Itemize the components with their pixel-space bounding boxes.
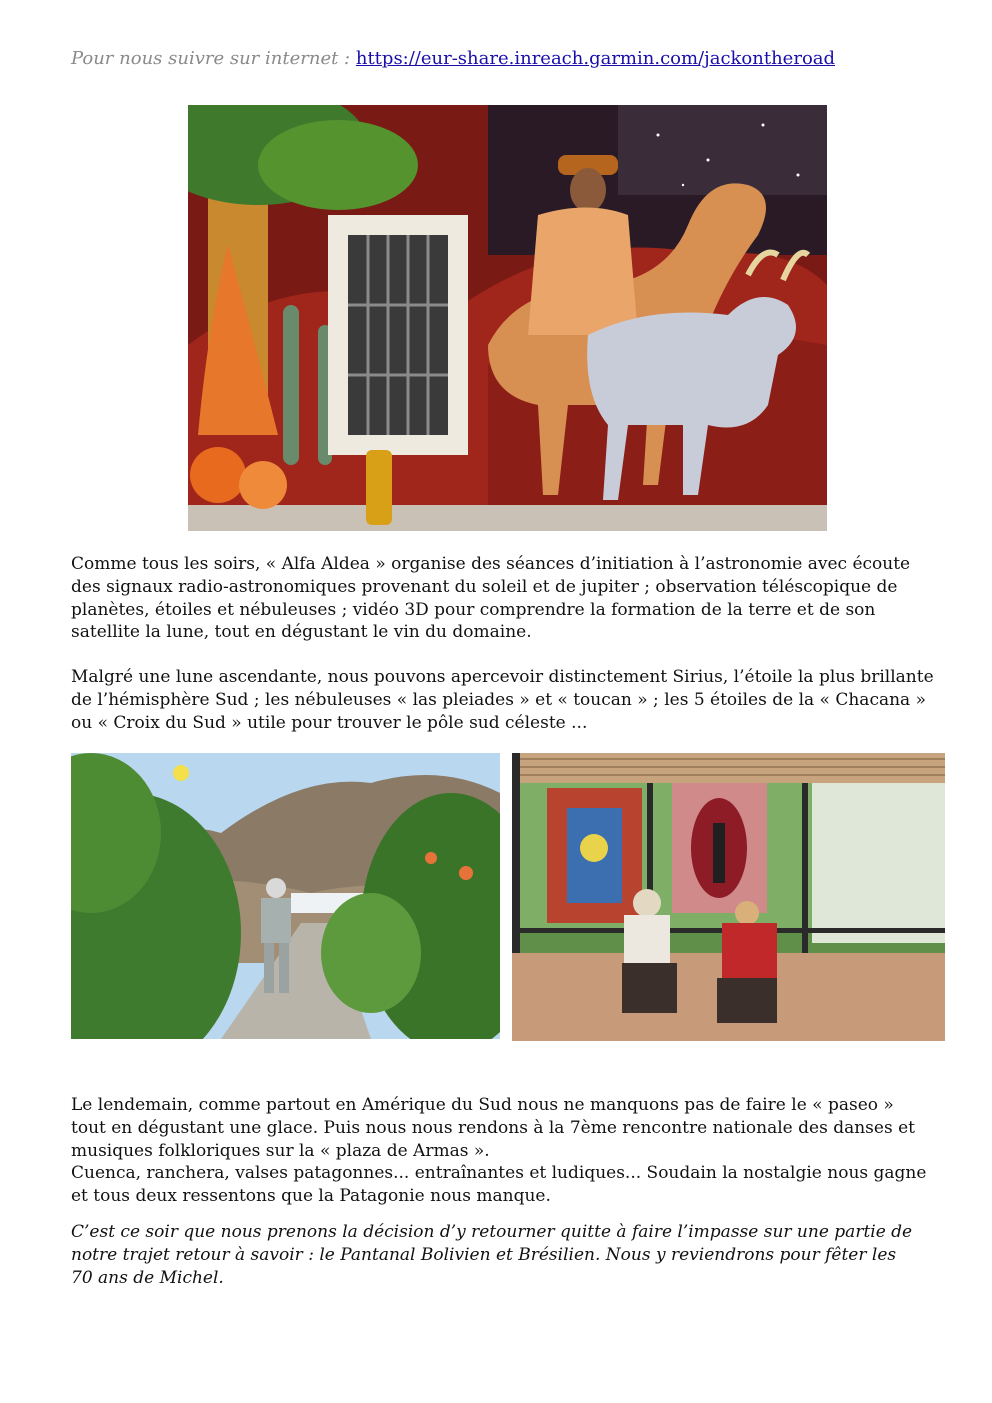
follow-line <box>71 47 835 71</box>
paragraph-line: Malgré une lune ascendante, nous pouvons apercevoir distinctement Sirius, l’étoile la plus brillante <box>71 667 934 687</box>
paragraph-line: C’est ce soir que nous prenons la décision d’y retourner quitte à faire l’impasse sur une partie de <box>71 1222 913 1242</box>
paragraph-line: planètes, étoiles et nébuleuses ; vidéo 3D pour comprendre la formation de la terre et de son <box>71 599 876 620</box>
follow-lead-text: Pour nous suivre sur internet : <box>71 48 351 69</box>
paragraph-line: notre trajet retour à savoir : le Pantanal Bolivien et Brésilien. Nous y reviendrons pour fêter les <box>71 1244 897 1265</box>
mural-photo <box>188 105 827 531</box>
paragraph-line: musiques folkloriques sur la « plaza de Armas ». <box>71 1140 490 1161</box>
paragraph-line: de l’hémisphère Sud ; les nébuleuses « las pleiades » et « toucan » ; les 5 étoiles de la « Chacana » <box>71 689 926 710</box>
paragraph-line: et tous deux ressentons que la Patagonie nous manque. <box>71 1186 551 1207</box>
paragraph-line: des signaux radio-astronomiques provenant du soleil et de jupiter ; observation téléscopique de <box>71 576 898 597</box>
paragraph-line: ou « Croix du Sud » utile pour trouver le pôle sud céleste ... <box>71 712 588 733</box>
paragraph-stars <box>71 666 951 734</box>
paragraph-decision <box>71 1221 951 1289</box>
paragraph-line: Comme tous les soirs, « Alfa Aldea » organise des séances d’initiation à l’astronomie avec écoute <box>71 554 911 574</box>
garden-photo <box>71 753 500 1039</box>
paragraph-line: tout en dégustant une glace. Puis nous nous rendons à la 7ème rencontre nationale des danses et <box>71 1117 915 1138</box>
paragraph-paseo <box>71 1094 951 1208</box>
tracking-link[interactable]: https://eur-share.inreach.garmin.com/jackontheroad <box>355 48 836 69</box>
paragraph-line: satellite la lune, tout en dégustant le vin du domaine. <box>71 622 532 643</box>
paragraph-line: Le lendemain, comme partout en Amérique du Sud nous ne manquons pas de faire le « paseo » <box>71 1095 894 1115</box>
paragraph-line: Cuenca, ranchera, valses patagonnes... entraînantes et ludiques... Soudain la nostalgie nous gagne <box>71 1163 927 1184</box>
terrace-photo <box>512 753 945 1041</box>
paragraph-astronomy <box>71 553 951 644</box>
paragraph-line: 70 ans de Michel. <box>71 1267 224 1288</box>
